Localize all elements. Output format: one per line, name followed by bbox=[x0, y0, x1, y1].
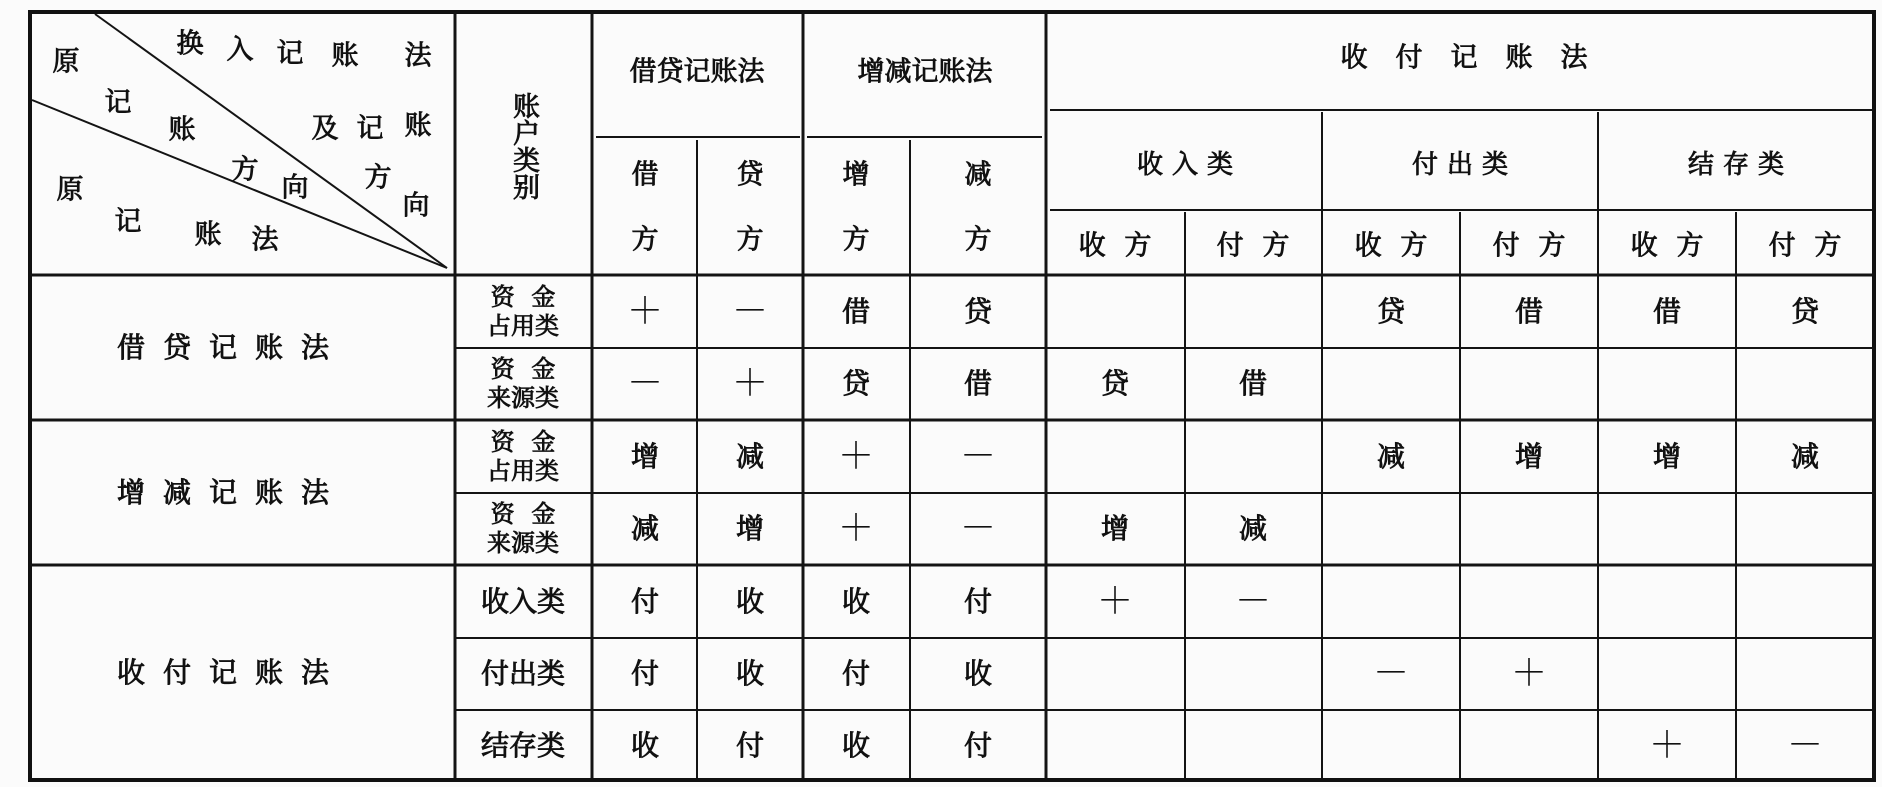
table-cell: 贷 bbox=[1376, 295, 1406, 328]
corner-label: 账 bbox=[331, 40, 359, 72]
row-group-zengjian: 增减记账法 bbox=[116, 476, 348, 509]
table-cell: 增 bbox=[1514, 440, 1544, 473]
table-cell: ＋ bbox=[1096, 581, 1134, 622]
table-cell: 收 bbox=[735, 585, 765, 618]
col-header-fang: 方 bbox=[964, 224, 992, 256]
account-category-cell: 资 金 来源类 bbox=[487, 500, 559, 557]
corner-label: 入 bbox=[226, 34, 254, 66]
table-cell: 收 bbox=[841, 585, 871, 618]
corner-label: 向 bbox=[402, 190, 430, 222]
table-cell: － bbox=[1786, 725, 1824, 766]
col-header-zeng: 增 bbox=[842, 159, 870, 191]
corner-label: 方 bbox=[364, 162, 392, 194]
table-cell: 贷 bbox=[963, 295, 993, 328]
subgroup-stock: 结 存 类 bbox=[1687, 150, 1785, 180]
table-cell: 收 bbox=[841, 729, 871, 762]
table-cell: 收 bbox=[630, 729, 660, 762]
col-header-income-fu: 付 方 bbox=[1216, 230, 1290, 262]
table-cell: 贷 bbox=[841, 367, 871, 400]
table-cell: 付 bbox=[630, 585, 660, 618]
account-category-header: 账户类别 bbox=[508, 92, 539, 200]
corner-label: 方 bbox=[231, 154, 259, 186]
table-cell: 贷 bbox=[1100, 367, 1130, 400]
corner-label: 原 bbox=[52, 46, 80, 78]
corner-label: 原 bbox=[56, 174, 84, 206]
table-cell: 借 bbox=[1238, 367, 1268, 400]
corner-label: 记 bbox=[114, 206, 142, 238]
subgroup-payment: 付 出 类 bbox=[1411, 150, 1509, 180]
corner-label: 账 bbox=[404, 110, 432, 142]
table-cell: 借 bbox=[841, 295, 871, 328]
table-cell: ＋ bbox=[626, 291, 664, 332]
col-header-fang: 方 bbox=[631, 224, 659, 256]
table-cell: 贷 bbox=[1790, 295, 1820, 328]
table-cell: 付 bbox=[841, 657, 871, 690]
table-cell: 减 bbox=[1376, 440, 1406, 473]
table-cell: 增 bbox=[1652, 440, 1682, 473]
table-cell: － bbox=[731, 291, 769, 332]
col-header-stock-shou: 收 方 bbox=[1630, 230, 1704, 262]
table-cell: ＋ bbox=[837, 436, 875, 477]
col-header-jie: 借 bbox=[631, 159, 659, 191]
table-cell: 增 bbox=[735, 512, 765, 545]
table-cell: 付 bbox=[963, 585, 993, 618]
table-cell: － bbox=[1234, 581, 1272, 622]
col-header-fang: 方 bbox=[842, 224, 870, 256]
corner-label: 法 bbox=[404, 40, 432, 72]
account-category-cell: 收入类 bbox=[480, 585, 566, 618]
table-cell: ＋ bbox=[731, 363, 769, 404]
table-cell: 借 bbox=[1652, 295, 1682, 328]
table-cell: 增 bbox=[1100, 512, 1130, 545]
table-cell: ＋ bbox=[1648, 725, 1686, 766]
corner-label: 账 bbox=[194, 219, 222, 251]
corner-label: 及 bbox=[311, 113, 339, 145]
table-cell: 借 bbox=[1514, 295, 1544, 328]
table-cell: － bbox=[959, 436, 997, 477]
table-cell: － bbox=[1372, 653, 1410, 694]
col-header-payment-shou: 收 方 bbox=[1354, 230, 1428, 262]
corner-label: 换 bbox=[176, 28, 204, 60]
subgroup-income: 收 入 类 bbox=[1136, 150, 1234, 180]
corner-label: 记 bbox=[104, 87, 132, 119]
table-cell: 减 bbox=[630, 512, 660, 545]
corner-label: 法 bbox=[251, 224, 279, 256]
col-header-payment-fu: 付 方 bbox=[1492, 230, 1566, 262]
table-cell: 付 bbox=[735, 729, 765, 762]
row-group-jiedai: 借贷记账法 bbox=[116, 331, 348, 364]
table-cell: 付 bbox=[630, 657, 660, 690]
table-cell: 借 bbox=[963, 367, 993, 400]
col-header-stock-fu: 付 方 bbox=[1768, 230, 1842, 262]
table-cell: 收 bbox=[963, 657, 993, 690]
table-cell: 减 bbox=[1238, 512, 1268, 545]
account-category-cell: 付出类 bbox=[480, 657, 566, 690]
group-header-zengjian: 增减记账法 bbox=[857, 56, 993, 88]
table-cell: 收 bbox=[735, 657, 765, 690]
table-cell: 减 bbox=[735, 440, 765, 473]
group-header-jiedai: 借贷记账法 bbox=[629, 56, 765, 88]
corner-label: 账 bbox=[168, 114, 196, 146]
table-cell: － bbox=[626, 363, 664, 404]
corner-label: 记 bbox=[356, 113, 384, 145]
table-cell: 减 bbox=[1790, 440, 1820, 473]
group-header-shoufu: 收付记账法 bbox=[1340, 42, 1616, 74]
account-category-cell: 资 金 占用类 bbox=[487, 283, 559, 340]
col-header-dai: 贷 bbox=[736, 159, 764, 191]
col-header-income-shou: 收 方 bbox=[1078, 230, 1152, 262]
row-group-shoufu: 收付记账法 bbox=[116, 656, 348, 689]
table-cell: － bbox=[959, 508, 997, 549]
col-header-fang: 方 bbox=[736, 224, 764, 256]
table-cell: 付 bbox=[963, 729, 993, 762]
account-category-cell: 结存类 bbox=[480, 729, 566, 762]
table-cell: 增 bbox=[630, 440, 660, 473]
corner-label: 记 bbox=[276, 38, 304, 70]
account-category-cell: 资 金 占用类 bbox=[487, 428, 559, 485]
account-category-cell: 资 金 来源类 bbox=[487, 355, 559, 412]
col-header-jian: 减 bbox=[964, 159, 992, 191]
table-cell: ＋ bbox=[837, 508, 875, 549]
table-cell: ＋ bbox=[1510, 653, 1548, 694]
corner-label: 向 bbox=[281, 172, 309, 204]
